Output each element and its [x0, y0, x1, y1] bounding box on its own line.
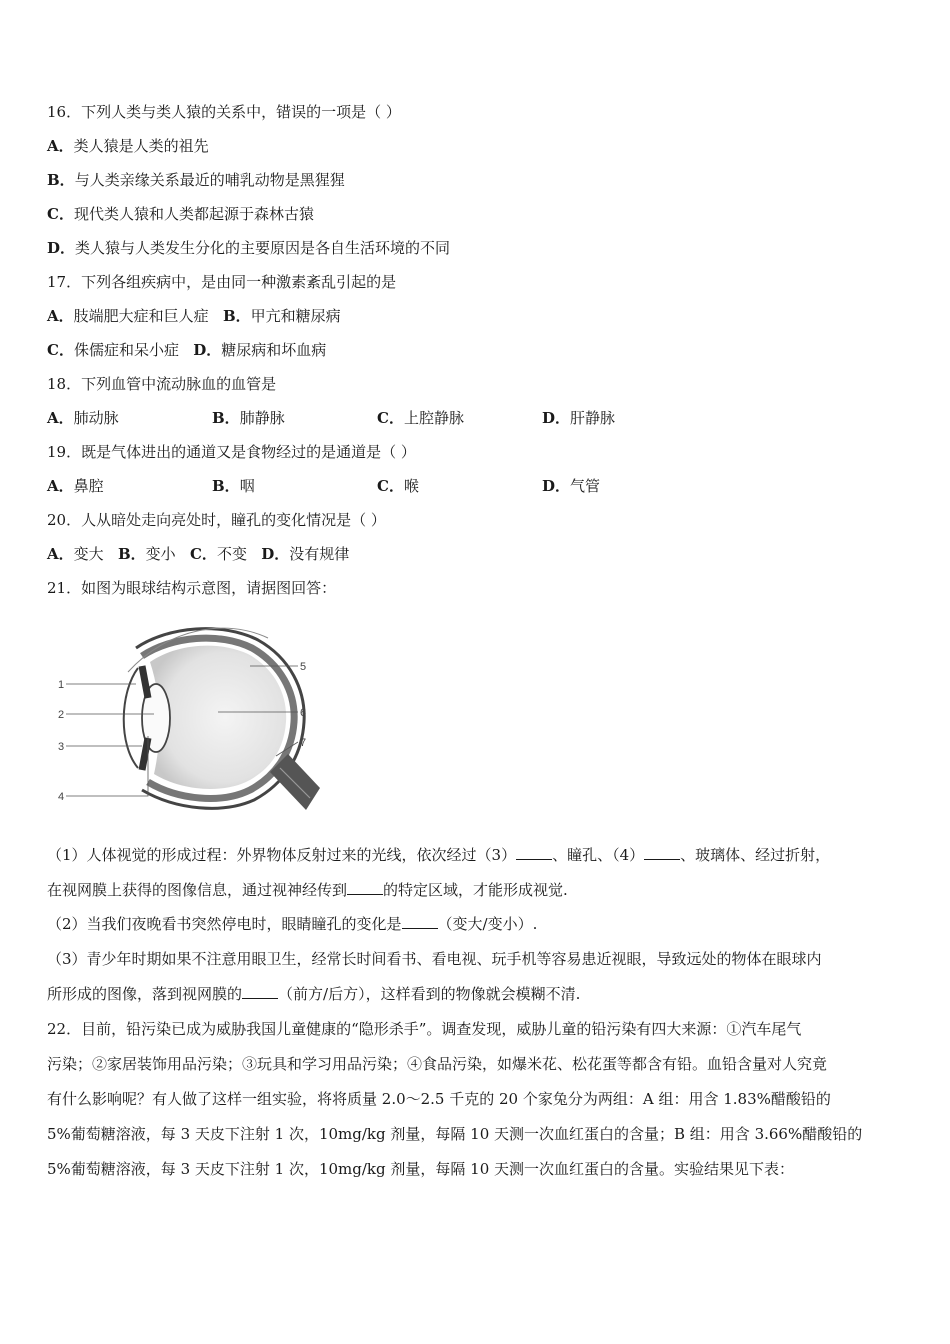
option-key: D． — [542, 409, 571, 427]
answer-blank[interactable] — [644, 845, 680, 860]
option-text: 肺动脉 — [73, 409, 119, 427]
label-6: 6 — [300, 707, 307, 719]
text-segment: （1）人体视觉的形成过程：外界物体反射过来的光线，依次经过（3） — [47, 846, 517, 864]
label-7: 7 — [300, 737, 307, 749]
option-key: A． — [47, 137, 74, 155]
option-text: 不变 — [216, 545, 247, 563]
q21-part1-line2 — [47, 880, 907, 900]
q21-part1-line1 — [47, 845, 907, 865]
option-text: 肺静脉 — [239, 409, 285, 427]
q17-options-cd — [47, 340, 326, 360]
q21-part2 — [47, 914, 907, 934]
option-key: B． — [222, 307, 251, 325]
q18-option-a — [47, 408, 119, 428]
option-key: D． — [47, 239, 76, 257]
q19-option-d — [542, 476, 600, 496]
option-key: A． — [47, 307, 74, 325]
label-1: 1 — [58, 679, 65, 691]
option-key: C． — [377, 477, 404, 495]
option-text: 没有规律 — [289, 545, 350, 563]
q19-option-b — [212, 476, 255, 496]
text-segment: 、玻璃体、经过折射， — [680, 846, 831, 864]
option-key: B． — [117, 545, 146, 563]
q18-option-c — [377, 408, 464, 428]
q18-option-d — [542, 408, 615, 428]
answer-blank[interactable] — [242, 984, 278, 999]
label-3: 3 — [58, 741, 65, 753]
q22-line5: 5%葡萄糖溶液，每 3 天皮下注射 1 次，10mg/kg 剂量，每隔 10 天测一次血红蛋白的含量。实验结果见下表： — [47, 1160, 795, 1178]
q16-option-c — [47, 204, 314, 224]
q21-stem: 21．如图为眼球结构示意图，请据图回答： — [47, 579, 337, 597]
text-segment: 在视网膜上获得的图像信息，通过视神经传到 — [47, 881, 348, 899]
text-segment: （变大/变小）. — [437, 915, 538, 933]
option-text: 肝静脉 — [570, 409, 616, 427]
option-key: B． — [212, 409, 240, 427]
q18-stem: 18．下列血管中流动脉血的血管是 — [47, 375, 277, 393]
option-text: 甲亢和糖尿病 — [250, 307, 341, 325]
option-text: 侏儒症和呆小症 — [73, 341, 179, 359]
label-5: 5 — [300, 661, 307, 673]
option-text: 肢端肥大症和巨人症 — [73, 307, 209, 325]
q22-line3: 有什么影响呢？有人做了这样一组实验，将将质量 2.0～2.5 千克的 20 个家兔分为两组：A 组：用含 1.83%醋酸铅的 — [47, 1090, 831, 1108]
cornea-shape — [124, 668, 138, 768]
text-segment: 所形成的图像，落到视网膜的 — [47, 985, 243, 1003]
option-text: 鼻腔 — [73, 477, 104, 495]
option-key: A． — [47, 545, 74, 563]
q19-stem: 19．既是气体进出的通道又是食物经过的是通道是（ ） — [47, 443, 416, 461]
text-segment: （2）当我们夜晚看书突然停电时，眼睛瞳孔的变化是 — [47, 915, 402, 933]
answer-blank[interactable] — [516, 845, 552, 860]
q21-part3-line1: （3）青少年时期如果不注意用眼卫生，经常长时间看书、看电视、玩手机等容易患近视眼，导致远处的物体在眼球内 — [47, 950, 822, 968]
option-text: 现代类人猿和人类都起源于森林古猿 — [73, 205, 314, 223]
q22-line1: 22．目前，铅污染已成为威胁我国儿童健康的“隐形杀手”。调查发现，威胁儿童的铅污染有四大来源：①汽车尾气 — [47, 1020, 802, 1038]
text-segment: 、瞳孔、（4） — [552, 846, 645, 864]
q16-option-b — [47, 170, 345, 190]
option-key: C． — [377, 409, 404, 427]
option-text: 咽 — [239, 477, 255, 495]
option-text: 变大 — [73, 545, 104, 563]
q20-options — [47, 544, 349, 564]
option-text: 上腔静脉 — [403, 409, 464, 427]
option-key: B． — [47, 171, 75, 189]
option-key: D． — [193, 341, 222, 359]
label-2: 2 — [58, 709, 65, 721]
q17-options-ab — [47, 306, 341, 326]
option-text: 类人猿与人类发生分化的主要原因是各自生活环境的不同 — [75, 239, 451, 257]
q19-option-c — [377, 476, 419, 496]
q16-option-d — [47, 238, 450, 258]
option-key: C． — [189, 545, 217, 563]
q18-option-b — [212, 408, 285, 428]
q19-option-a — [47, 476, 104, 496]
option-text: 糖尿病和坏血病 — [221, 341, 327, 359]
label-4: 4 — [58, 791, 65, 803]
option-key: A． — [47, 409, 74, 427]
option-text: 与人类亲缘关系最近的哺乳动物是黑猩猩 — [74, 171, 345, 189]
q16-option-a — [47, 136, 209, 156]
q16-stem: 16．下列人类与类人猿的关系中，错误的一项是（ ） — [47, 103, 401, 121]
iris-shape — [142, 666, 148, 698]
text-segment: （前方/后方），这样看到的物像就会模糊不清. — [278, 985, 581, 1003]
q22-line4: 5%葡萄糖溶液，每 3 天皮下注射 1 次，10mg/kg 剂量，每隔 10 天测一次血红蛋白的含量；B 组：用含 3.66%醋酸铅的 — [47, 1125, 863, 1143]
q20-stem: 20．人从暗处走向亮处时，瞳孔的变化情况是（ ） — [47, 511, 386, 529]
option-key: D． — [542, 477, 571, 495]
iris-shape — [142, 738, 148, 770]
option-text: 喉 — [403, 477, 419, 495]
option-key: C． — [47, 205, 74, 223]
eyeball-diagram — [58, 618, 320, 814]
option-text: 变小 — [145, 545, 176, 563]
answer-blank[interactable] — [347, 880, 383, 895]
q22-line2: 污染；②家居装饰用品污染；③玩具和学习用品污染；④食品污染，如爆米花、松花蛋等都含有铅。血铅含量对人究竟 — [47, 1055, 828, 1073]
q21-part3-line2 — [47, 984, 907, 1004]
option-text: 气管 — [570, 477, 601, 495]
option-key: C． — [47, 341, 74, 359]
q17-stem: 17．下列各组疾病中，是由同一种激素紊乱引起的是 — [47, 273, 397, 291]
option-key: D． — [261, 545, 290, 563]
text-segment: 的特定区域，才能形成视觉. — [383, 881, 568, 899]
option-text: 类人猿是人类的祖先 — [73, 137, 209, 155]
option-key: B． — [212, 477, 240, 495]
answer-blank[interactable] — [402, 914, 438, 929]
option-key: A． — [47, 477, 74, 495]
